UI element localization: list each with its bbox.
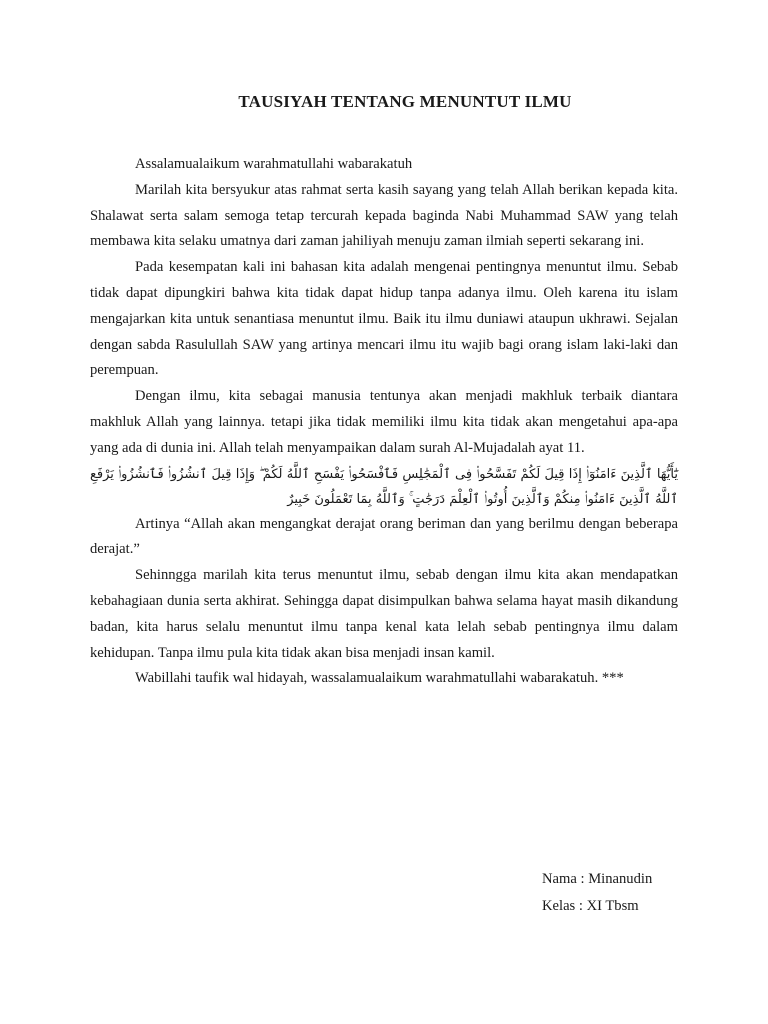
- translation-paragraph: Artinya “Allah akan mengangkat derajat orang beriman dan yang berilmu dengan beberapa derajat.”: [90, 515, 678, 558]
- closing-paragraph: Sehinngga marilah kita terus menuntut ilmu, sebab dengan ilmu kita akan mendapatkan kebahagiaan dunia serta akhirat. Sehingga dapat disimpulkan bahwa selama hayat masih dikandung badan, kita harus selalu menuntut ilmu tanpa kenal kata lelah sebab pentingnya ilmu dalam kehidupan. Tanpa ilmu pula kita tidak akan bisa menjadi insan kamil.: [90, 567, 678, 661]
- body-paragraph-1: Marilah kita bersyukur atas rahmat serta kasih sayang yang telah Allah berikan kepada kita. Shalawat serta salam semoga tetap tercurah kepada baginda Nabi Muhammad SAW yang telah membawa kita selaku umatnya dari zaman jahiliyah menuju zaman ilmiah seperti sekarang ini.: [90, 181, 678, 250]
- document-body: [90, 152, 678, 692]
- greeting-paragraph: Assalamualaikum warahmatullahi wabarakatuh: [135, 156, 413, 172]
- author-name: Nama : Minanudin: [542, 871, 653, 887]
- author-class: Kelas : XI Tbsm: [542, 898, 639, 914]
- body-paragraph-2: Pada kesempatan kali ini bahasan kita adalah mengenai pentingnya menuntut ilmu. Sebab tidak dapat dipungkiri bahwa kita tidak dapat hidup tanpa adanya ilmu. Oleh karena itu islam mengajarkan kita untuk senantiasa menuntut ilmu. Baik itu ilmu duniawi ataupun ukhrawi. Sejalan dengan sabda Rasulullah SAW yang artinya mencari ilmu itu wajib bagi orang islam laki-laki dan perempuan.: [90, 259, 678, 379]
- signature-block: [542, 866, 652, 920]
- arabic-verse: يَٰٓأَيُّهَا ٱلَّذِينَ ءَامَنُوٓا۟ إِذَا قِيلَ لَكُمْ تَفَسَّحُوا۟ فِى ٱلْمَجَٰلِسِ فَٱفْسَحُوا۟ يَفْسَحِ ٱللَّهُ لَكُمْ ۖ وَإِذَا قِيلَ ٱنشُزُوا۟ فَٱنشُزُوا۟ يَرْفَعِ ٱللَّهُ ٱلَّذِينَ ءَامَنُوا۟ مِنكُمْ وَٱلَّذِينَ أُوتُوا۟ ٱلْعِلْمَ دَرَجَٰتٍ ۚ وَٱللَّهُ بِمَا تَعْمَلُونَ خَبِيرٌ: [90, 466, 678, 507]
- body-paragraph-3: Dengan ilmu, kita sebagai manusia tentunya akan menjadi makhluk terbaik diantara makhluk Allah yang lainnya. tetapi jika tidak memiliki ilmu kita tidak akan mengetahui apa-apa yang ada di dunia ini. Allah telah menyampaikan dalam surah Al-Mujadalah ayat 11.: [90, 388, 678, 456]
- document-title: TAUSIYAH TENTANG MENUNTUT ILMU: [238, 92, 572, 111]
- salutation-paragraph: Wabillahi taufik wal hidayah, wassalamualaikum warahmatullahi wabarakatuh. ***: [135, 670, 624, 687]
